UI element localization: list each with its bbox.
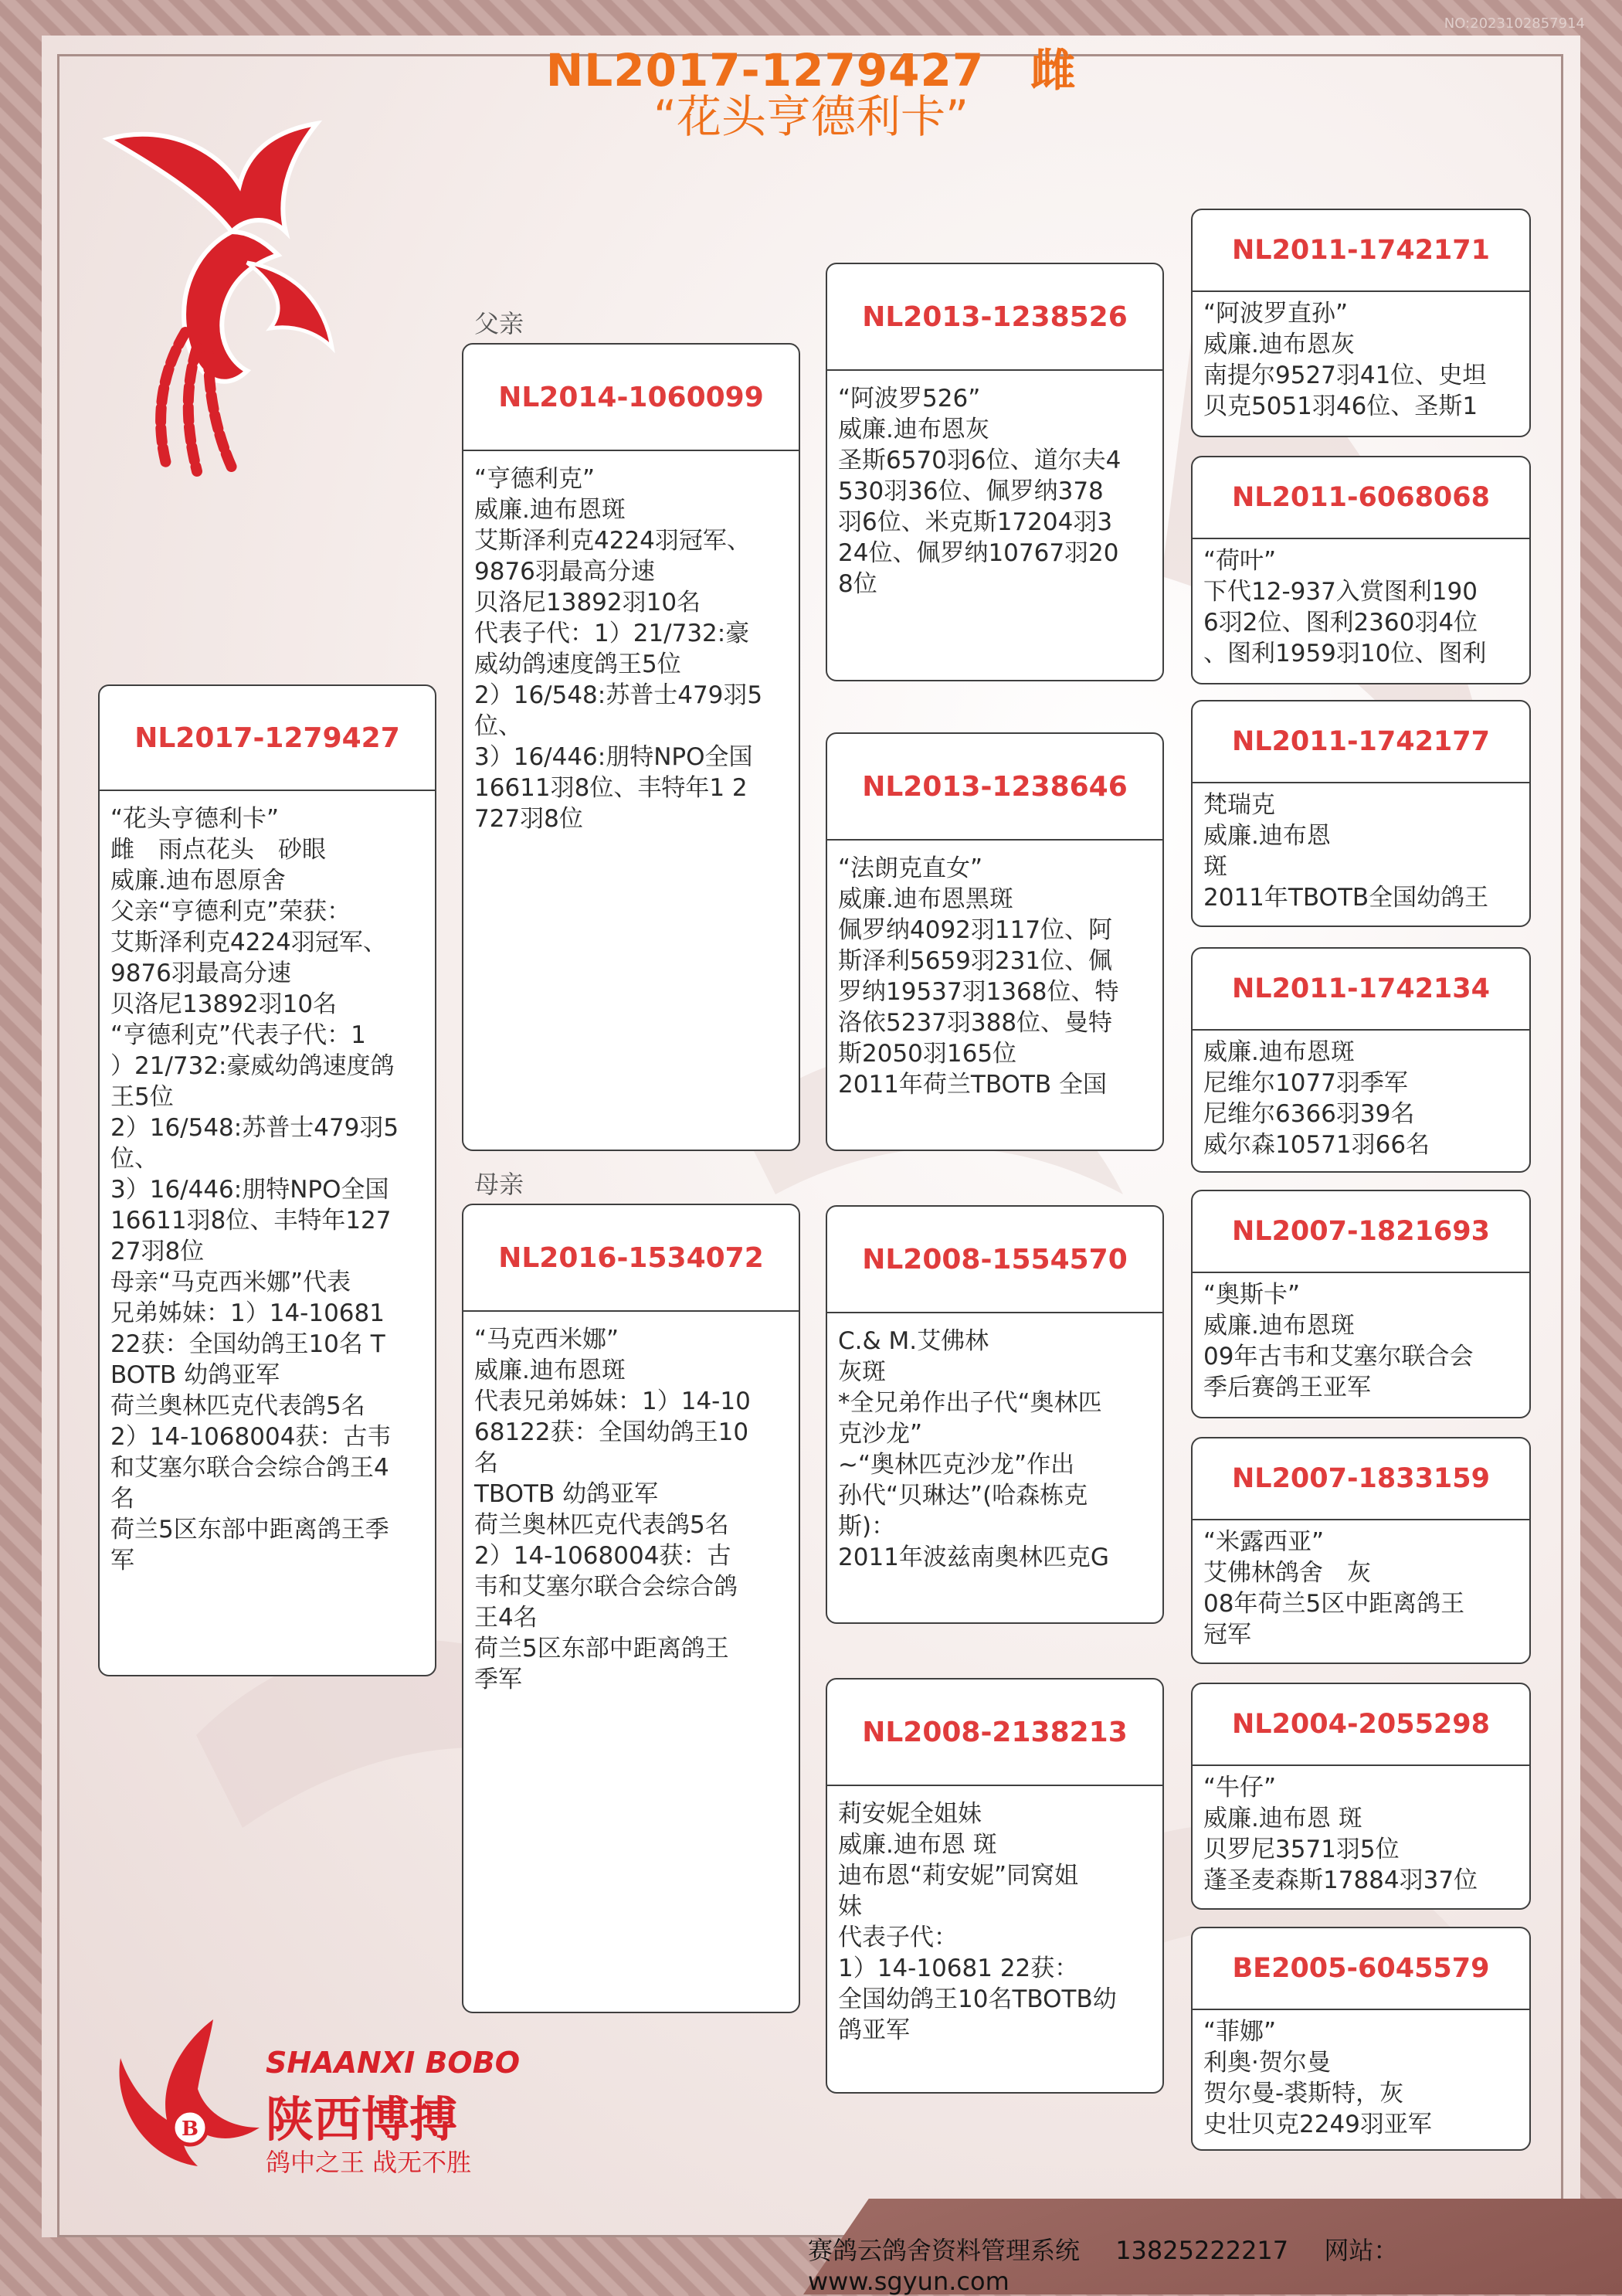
pedigree-card-gen4-7[interactable]: [1191, 1683, 1531, 1910]
brand-slogan: 鸽中之王 战无不胜: [266, 2148, 472, 2177]
pedigree-card-gen4-2[interactable]: [1191, 456, 1531, 684]
pedigree-card-self[interactable]: [98, 684, 436, 1676]
card-text: “法朗克直女” 威廉.迪布恩黑斑 佩罗纳4092羽117位、阿 斯泽利5659羽231位、佩 罗纳19537羽1368位、特 洛依5237羽388位、曼特 斯2050羽165位 2011年荷兰TBOTB 全国: [838, 854, 1119, 1099]
mother-tag: 母亲: [474, 1170, 524, 1199]
card-text: “牛仔” 威廉.迪布恩 斑 贝罗尼3571羽5位 蓬圣麦森斯17884羽37位: [1203, 1774, 1478, 1894]
card-text: 梵瑞克 威廉.迪布恩 斑 2011年TBOTB全国幼鸽王: [1203, 791, 1489, 912]
pedigree-card-gen4-4[interactable]: [1191, 947, 1531, 1173]
card-text: “马克西米娜” 威廉.迪布恩斑 代表兄弟姊妹：1）14-10 68122获：全国幼鸽王10 名 TBOTB 幼鸽亚军 荷兰奥林匹克代表鸽5名 2）14-1068004获：古 韦和艾塞尔联合会综合鸽 王4名 荷兰5区东部中距离鸽王 季军: [474, 1326, 751, 1693]
footer-phone: 13825222217: [1115, 2236, 1289, 2265]
ring-number: NL2008-2138213: [827, 1680, 1162, 1786]
svg-text:B: B: [182, 2118, 199, 2141]
ring-number: NL2007-1821693: [1193, 1191, 1529, 1273]
pedigree-card-paternal-grandfather[interactable]: [826, 263, 1164, 681]
pedigree-card-gen4-8[interactable]: [1191, 1927, 1531, 2151]
ring-number: NL2011-1742134: [1193, 949, 1529, 1031]
pedigree-card-paternal-grandmother[interactable]: [826, 732, 1164, 1151]
ring-number: NL2017-1279427: [100, 686, 435, 791]
ring-number: NL2016-1534072: [463, 1205, 799, 1312]
card-text: “花头亨德利卡” 雌 雨点花头 砂眼 威廉.迪布恩原舍 父亲“亨德利克”荣获： 艾斯泽利克4224羽冠军、 9876羽最高分速 贝洛尼13892羽10名 “亨德利克”代表子代：1 ）21/732:豪威幼鸽速度鸽 王5位 2）16/548:苏普士479羽5 位、 3）16/446:朋特NPO全国 16611羽8位、丰特年127 27羽8位 母亲“马克西米娜”代表 兄弟姊妹：1）14-10681 22获：全国幼鸽王10名 T BOTB 幼鸽亚军 荷兰奥林匹克代表鸽5名 2）14-1068004获：古韦 和艾塞尔联合会综合鸽王4 名 荷兰5区东部中距离鸽王季 军: [110, 805, 399, 1574]
pedigree-card-gen4-6[interactable]: [1191, 1437, 1531, 1664]
pedigree-card-maternal-grandfather[interactable]: [826, 1205, 1164, 1624]
ring-number: NL2011-6068068: [1193, 457, 1529, 539]
card-text: “米露西亚” 艾佛林鸽舍 灰 08年荷兰5区中距离鸽王 冠军: [1203, 1528, 1465, 1649]
father-tag: 父亲: [474, 309, 524, 338]
pedigree-card-gen4-1[interactable]: [1191, 209, 1531, 437]
ring-number: NL2011-1742177: [1193, 701, 1529, 783]
card-text: “菲娜” 利奥·贺尔曼 贺尔曼-裘斯特，灰 史壮贝克2249羽亚军: [1203, 2018, 1432, 2138]
card-text: “荷叶” 下代12-937入赏图利190 6羽2位、图利2360羽4位 、图利1959羽10位、图利: [1203, 547, 1487, 667]
ring-number: NL2004-2055298: [1193, 1684, 1529, 1766]
pedigree-card-gen4-5[interactable]: [1191, 1190, 1531, 1418]
pedigree-card-mother[interactable]: [462, 1204, 800, 2013]
pedigree-card-maternal-grandmother[interactable]: [826, 1678, 1164, 2094]
card-text: “阿波罗526” 威廉.迪布恩灰 圣斯6570羽6位、道尔夫4 530羽36位、佩罗纳378 羽6位、米克斯17204羽3 24位、佩罗纳10767羽20 8位: [838, 385, 1121, 598]
card-text: “阿波罗直孙” 威廉.迪布恩灰 南提尔9527羽41位、史坦 贝克5051羽46位、圣斯1: [1203, 300, 1487, 420]
card-text: C.& M.艾佛林 灰斑 *全兄弟作出子代“奥林匹 克沙龙” ~“奥林匹克沙龙”作出 孙代“贝琳达”(哈森栋克 斯)： 2011年波兹南奥林匹克G: [838, 1327, 1109, 1571]
card-text: “奥斯卡” 威廉.迪布恩斑 09年古韦和艾塞尔联合会 季后赛鸽王亚军: [1203, 1281, 1474, 1401]
footer-website[interactable]: 网站：www.sgyun.com: [808, 2236, 1399, 2296]
ring-number: NL2011-1742171: [1193, 210, 1529, 292]
card-text: 威廉.迪布恩斑 尼维尔1077羽季军 尼维尔6366羽39名 威尔森10571羽66名: [1203, 1038, 1430, 1159]
footer-system: 赛鸽云鸽舍资料管理系统: [808, 2236, 1081, 2265]
footer: [808, 2231, 1622, 2296]
ring-number: NL2008-1554570: [827, 1207, 1162, 1313]
ring-number: NL2007-1833159: [1193, 1438, 1529, 1520]
pedigree-card-father[interactable]: [462, 343, 800, 1151]
brand-chinese: 陕西博搏: [266, 2091, 458, 2148]
title-name: “花头亨德利卡”: [653, 90, 969, 143]
ring-number: NL2013-1238646: [827, 734, 1162, 841]
brand-english: SHAANXI BOBO: [266, 2046, 520, 2080]
bobo-bird-logo-icon: [113, 2012, 267, 2182]
ring-number: BE2005-6045579: [1193, 1928, 1529, 2010]
title-ring: NL2017-1279427: [545, 44, 985, 97]
ring-number: NL2014-1060099: [463, 345, 799, 451]
card-text: 莉安妮全姐妹 威廉.迪布恩 斑 迪布恩“莉安妮”同窝姐 妹 代表子代： 1）14-10681 22获： 全国幼鸽王10名TBOTB幼 鸽亚军: [838, 1800, 1117, 2044]
phoenix-logo-icon: [93, 116, 402, 487]
ring-number: NL2013-1238526: [827, 264, 1162, 371]
pedigree-card-gen4-3[interactable]: [1191, 700, 1531, 927]
card-text: “亨德利克” 威廉.迪布恩斑 艾斯泽利克4224羽冠军、 9876羽最高分速 贝洛尼13892羽10名 代表子代：1）21/732:豪 威幼鸽速度鸽王5位 2）16/548:苏普士479羽5 位、 3）16/446:朋特NPO全国 16611羽8位、丰特年1 2 727羽8位: [474, 465, 763, 833]
document-serial: NO:2023102857914: [1444, 15, 1585, 32]
title-sex: 雌: [1030, 44, 1077, 97]
